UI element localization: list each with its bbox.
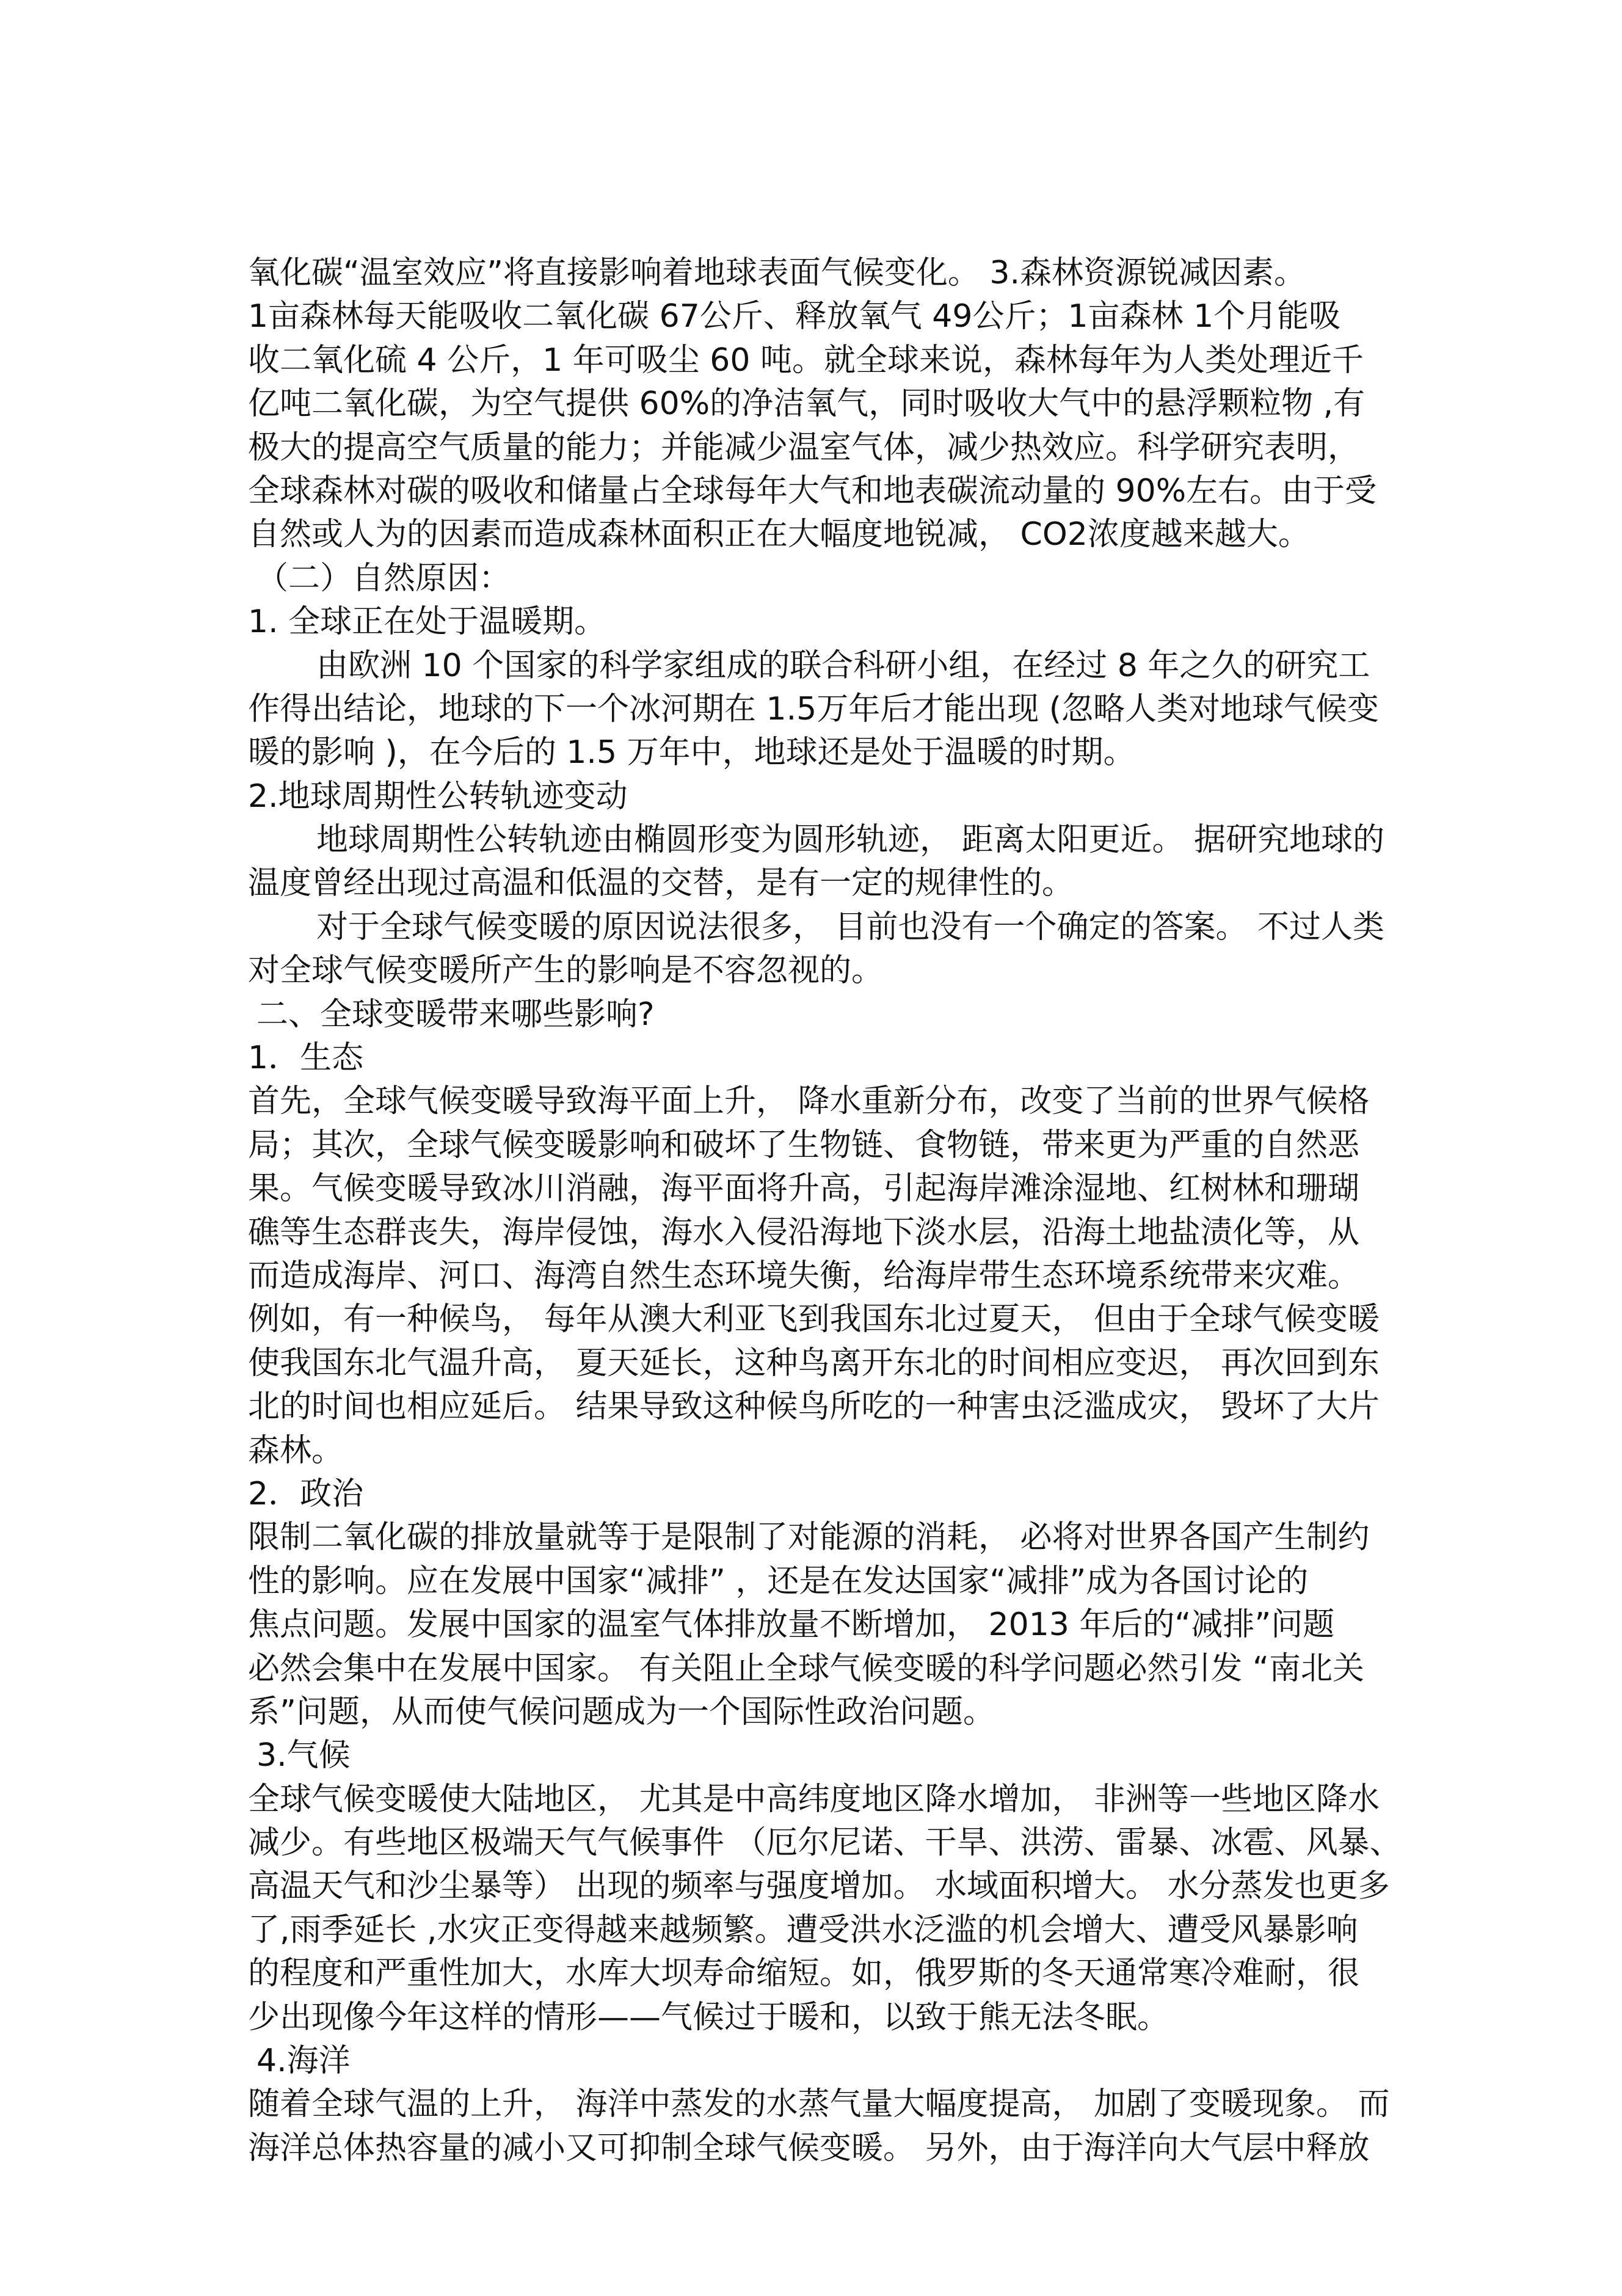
- text-line: 暖的影响 )，在今后的 1.5 万年中，地球还是处于温暖的时期。: [248, 734, 1135, 771]
- text-line: 海洋总体热容量的减小又可抑制全球气候变暖。 另外，由于海洋向大气层中释放: [248, 2129, 1370, 2167]
- text-line: 氧化碳“温室效应”将直接影响着地球表面气候变化。 3.森林资源锐减因素。: [248, 255, 1306, 291]
- text-line: 由欧洲 10 个国家的科学家组成的联合科研小组，在经过 8 年之久的研究工: [316, 647, 1370, 684]
- text-line: 2．政治: [248, 1475, 364, 1512]
- text-line: 温度曾经出现过高温和低温的交替，是有一定的规律性的。: [248, 865, 1074, 902]
- text-line: 局；其次，全球气候变暖影响和破坏了生物链、食物链，带来更为严重的自然恶: [248, 1126, 1360, 1164]
- text-line: 使我国东北气温升高， 夏天延长，这种鸟离开东北的时间相应变迟， 再次回到东: [248, 1344, 1380, 1382]
- text-line: 自然或人为的因素而造成森林面积正在大幅度地锐减， CO2浓度越来越大。: [248, 516, 1310, 553]
- text-line: 限制二氧化碳的排放量就等于是限制了对能源的消耗， 必将对世界各国产生制约: [248, 1519, 1370, 1556]
- text-line: 1．生态: [248, 1040, 364, 1077]
- text-line: 高温天气和沙尘暴等） 出现的频率与强度增加。 水域面积增大。 水分蒸发也更多: [248, 1868, 1390, 1905]
- text-line: 首先，全球气候变暖导致海平面上升， 降水重新分布，改变了当前的世界气候格: [248, 1083, 1370, 1120]
- text-line: 亿吨二氧化碳，为空气提供 60%的净洁氧气，同时吸收大气中的悬浮颗粒物 ,有: [248, 385, 1366, 423]
- text-line: 全球气候变暖使大陆地区， 尤其是中高纬度地区降水增加， 非洲等一些地区降水: [248, 1780, 1380, 1818]
- text-line: 果。气候变暖导致冰川消融，海平面将升高，引起海岸滩涂湿地、红树林和珊瑚: [248, 1170, 1360, 1208]
- text-line: 的程度和严重性加大，水库大坝寿命缩短。如，俄罗斯的冬天通常寒冷难耐，很: [248, 1955, 1360, 1992]
- text-line: 极大的提高空气质量的能力；并能减少温室气体，减少热效应。科学研究表明，: [248, 429, 1360, 466]
- text-line: 2.地球周期性公转轨迹变动: [248, 778, 628, 815]
- text-line: 系”问题，从而使气候问题成为一个国际性政治问题。: [248, 1693, 995, 1730]
- text-line: 收二氧化硫 4 公斤，1 年可吸尘 60 吨。就全球来说，森林每年为人类处理近千: [248, 341, 1364, 379]
- text-line: 1亩森林每天能吸收二氧化碳 67公斤、释放氧气 49公斤；1亩森林 1个月能吸: [248, 298, 1341, 335]
- text-line: 减少。有些地区极端天气气候事件 （厄尔尼诺、干旱、洪涝、雷暴、冰雹、风暴、: [248, 1824, 1402, 1862]
- text-line: 例如，有一种候鸟， 每年从澳大利亚飞到我国东北过夏天， 但由于全球气候变暖: [248, 1301, 1380, 1338]
- text-line: 北的时间也相应延后。 结果导致这种候鸟所吃的一种害虫泛滥成灾， 毁坏了大片: [248, 1388, 1380, 1426]
- text-line: 作得出结论，地球的下一个冰河期在 1.5万年后才能出现 (忽略人类对地球气候变: [248, 690, 1380, 727]
- text-line: 必然会集中在发展中国家。 有关阻止全球气候变暖的科学问题必然引发 “南北关: [248, 1650, 1364, 1687]
- text-line: （二）自然原因：: [256, 559, 511, 597]
- text-line: 全球森林对碳的吸收和储量占全球每年大气和地表碳流动量的 90%左右。由于受: [248, 472, 1377, 509]
- text-line: 对于全球气候变暖的原因说法很多， 目前也没有一个确定的答案。 不过人类: [316, 908, 1385, 946]
- text-line: 了,雨季延长 ,水灾正变得越来越频繁。遭受洪水泛滥的机会增大、遭受风暴影响: [248, 1911, 1358, 1948]
- text-line: 对全球气候变暖所产生的影响是不容忽视的。: [248, 952, 884, 989]
- text-line: 少出现像今年这样的情形——气候过于暖和，以致于熊无法冬眠。: [248, 1999, 1169, 2036]
- text-line: 礁等生态群丧失，海岸侵蚀，海水入侵沿海地下淡水层，沿海土地盐渍化等，从: [248, 1214, 1360, 1251]
- text-line: 3.气候: [256, 1737, 351, 1774]
- text-line: 而造成海岸、河口、海湾自然生态环境失衡，给海岸带生态环境系统带来灾难。: [248, 1257, 1360, 1294]
- text-line: 性的影响。应在发展中国家“减排” ，还是在发达国家“减排”成为各国讨论的: [248, 1562, 1309, 1600]
- text-line: 随着全球气温的上升， 海洋中蒸发的水蒸气量大幅度提高， 加剧了变暖现象。 而: [248, 2086, 1390, 2123]
- document-body: [248, 252, 1402, 2170]
- text-line: 4.海洋: [256, 2043, 351, 2080]
- text-line: 1. 全球正在处于温暖期。: [248, 603, 606, 641]
- text-line: 焦点问题。发展中国家的温室气体排放量不断增加， 2013 年后的“减排”问题: [248, 1606, 1335, 1644]
- text-line: 地球周期性公转轨迹由椭圆形变为圆形轨迹， 距离太阳更近。 据研究地球的: [316, 822, 1385, 859]
- text-line: 二、全球变暖带来哪些影响?: [256, 996, 655, 1033]
- text-line: 森林。: [248, 1432, 344, 1469]
